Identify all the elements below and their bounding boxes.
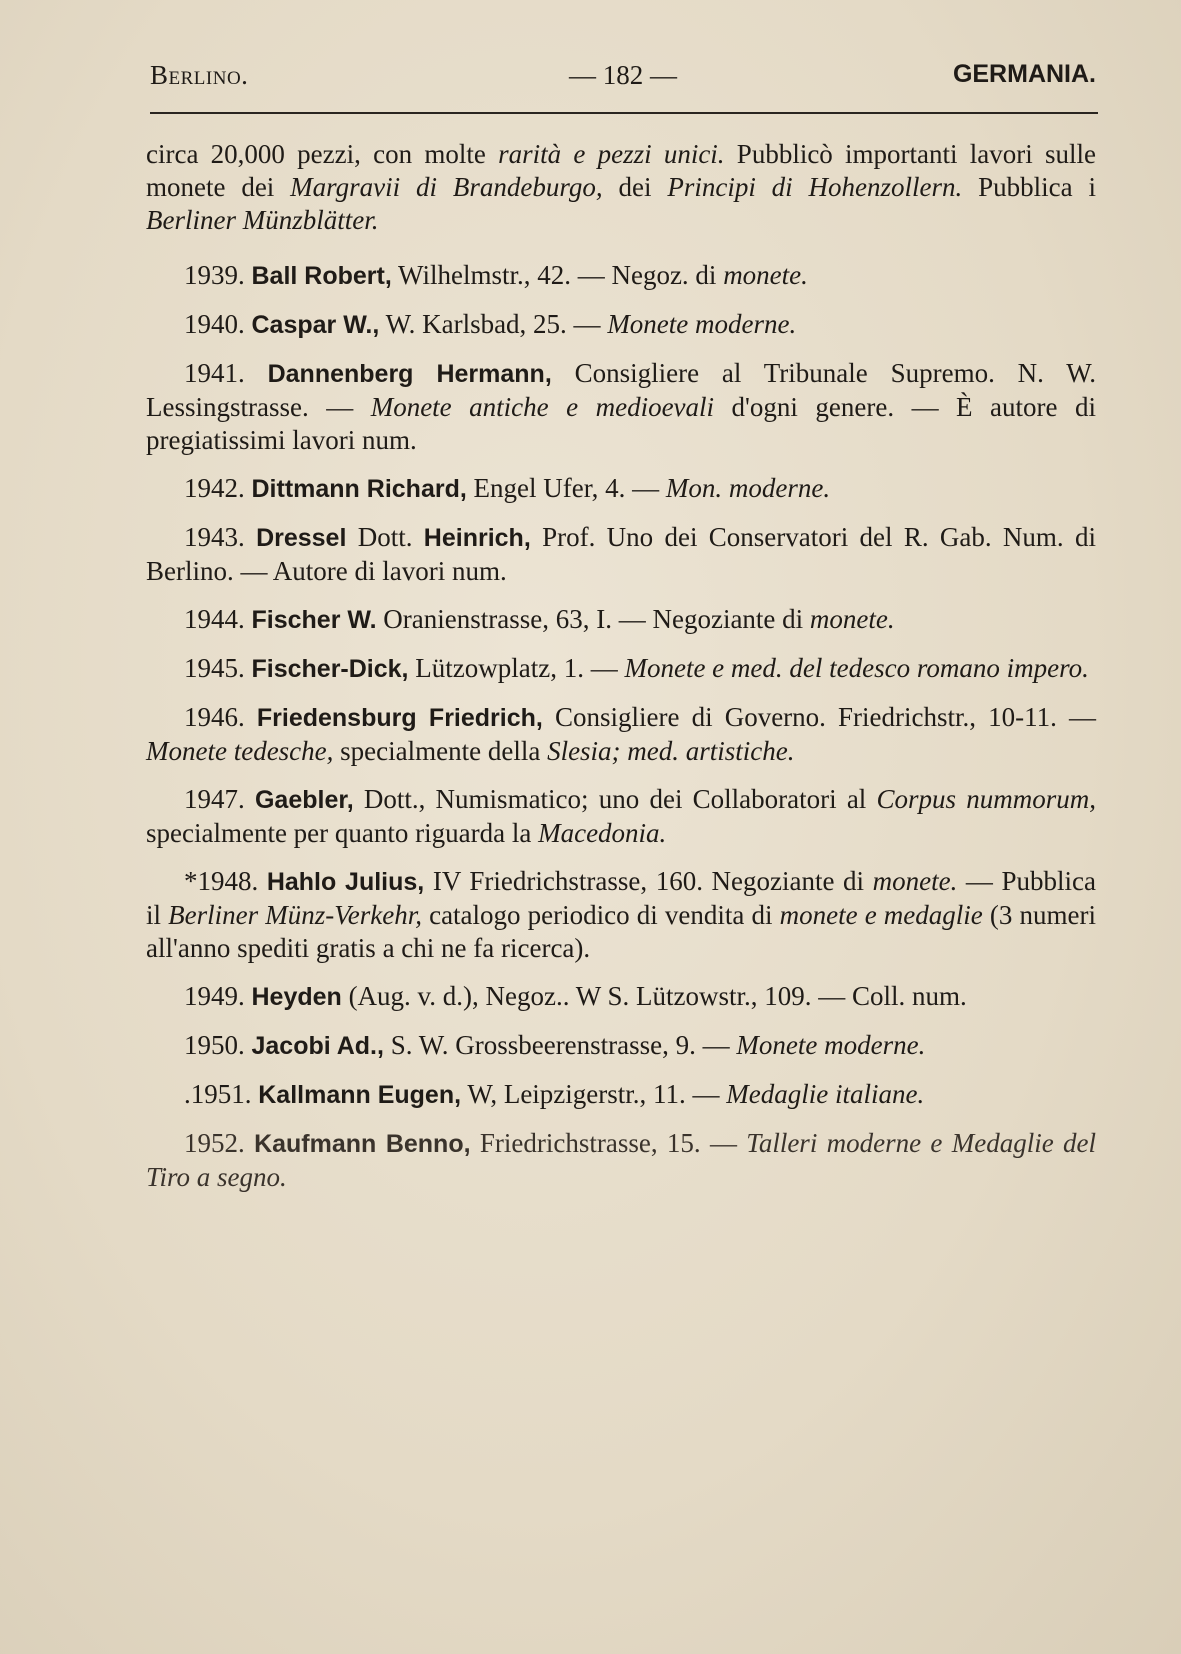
page-number: — 182 — [569,60,677,90]
intro-text: circa 20,000 pezzi, con molte [146,139,499,169]
entry-number: 1944. [184,604,245,634]
entry-number: 1946. [184,702,245,732]
entry-name: Heyden [251,983,342,1011]
entry-name: Dannenberg Hermann, [267,360,552,388]
entry-text: IV Friedrichstrasse, 160. Negoziante di [424,866,873,896]
entry-text: Engel Ufer, 4. — [466,473,666,503]
entry-italic: Berliner Münz-Verkehr, [168,900,422,930]
entry-text: S. W. Grossbeerenstrasse, 9. — [383,1030,737,1060]
page-header [150,58,1096,98]
entry-name: Dittmann Richard, [251,475,467,503]
intro-italic: Principi di Hohenzollern. [667,172,963,202]
entry-number: 1941. [184,358,245,388]
header-rule [150,112,1098,114]
entry-1941 [146,357,1096,457]
entry-name: Dressel [256,524,347,552]
header-city: Berlino. [150,60,249,90]
intro-italic: Margravii di Brandeburgo, [290,172,603,202]
entry-name: Ball Robert, [251,262,392,290]
entry-text: Consigliere di Governo. Friedrichstr., 10-11. — [542,702,1096,732]
entry-text: (3 numeri all'anno spediti gratis a chi ne fa ricerca). [146,900,1096,963]
entry-italic: Monete antiche e medioevali [370,392,715,422]
entry-1945 [146,652,1096,686]
entry-1939 [146,259,1096,293]
entry-italic: monete. [723,260,808,290]
entry-text: Consigliere al Tribunale Supremo. N. W. Lessingstrasse. — [146,358,1097,422]
entry-italic: Macedonia. [538,818,667,848]
entry-text: Wilhelmstr., 42. — Negoz. di [391,260,724,290]
entry-name: Kaufmann Benno, [254,1130,471,1158]
entry-italic: monete e medaglie [779,900,983,930]
entry-italic: Monete tedesche, [146,736,334,766]
intro-text: Pubblica i [962,172,1096,202]
entry-1949 [146,980,1096,1014]
entry-1946 [146,701,1096,768]
entry-number: 1952. [184,1128,245,1158]
entry-text: catalogo periodico di vendita di [421,900,780,930]
entry-text: W, Leipzigerstr., 11. — [461,1079,727,1109]
entry-italic: monete. [872,866,958,896]
entry-name: Friedensburg Friedrich, [256,704,543,732]
entry-text: Dott. [346,522,424,552]
entry-text: Prof. Uno dei Conservatori del R. Gab. Num. di Berlino. — Autore di lavori num. [146,522,1096,586]
entry-number: 1947. [184,784,245,814]
entry-italic: Monete moderne. [736,1030,926,1060]
entry-1950 [146,1029,1096,1063]
entry-name: Fischer W. [251,606,377,634]
entry-italic: monete. [809,604,895,634]
entry-1947 [146,783,1096,850]
intro-text: dei [602,172,668,202]
entry-1952 [146,1127,1096,1194]
entry-name: Hahlo Julius, [266,868,425,896]
entry-number: 1949. [184,981,245,1011]
entry-text: Dott., Numismatico; uno dei Collaboratori al [353,784,877,814]
intro-italic: rarità e pezzi unici. [498,139,725,169]
entry-text: specialmente per quanto riguarda la [146,818,539,848]
entry-number: 1940. [184,309,245,339]
entry-number: 1942. [184,473,245,503]
entry-number: 1945. [184,653,245,683]
entry-text: d'ogni genere. — È autore di pregiatissimi lavori num. [146,392,1096,455]
entry-italic: Slesia; med. artistiche. [547,736,795,766]
entry-text: Friedrichstrasse, 15. — [470,1128,747,1158]
entry-name: Kallmann Eugen, [258,1081,462,1109]
entry-number: *1948. [184,866,259,896]
entry-text: — Pubblica il [146,866,1096,930]
entry-text: Oranienstrasse, 63, I. — Negoziante di [376,604,810,634]
entry-italic: Mon. moderne. [665,473,831,503]
entry-1942 [146,472,1096,506]
entry-italic: Monete e med. del tedesco romano impero. [624,653,1089,683]
entry-name: Caspar W., [251,311,380,339]
entry-text: (Aug. v. d.), Negoz.. W S. Lützowstr., 109. — Coll. num. [341,981,967,1011]
entry-number: 1950. [184,1030,245,1060]
entry-1944 [146,603,1096,637]
entry-name: Fischer-Dick, [251,655,409,683]
page-body [146,138,1096,1209]
entry-text: specialmente della [333,736,548,766]
entry-italic: Monete moderne. [607,309,797,339]
header-country: GERMANIA. [952,60,1096,88]
intro-paragraph [146,138,1096,237]
entry-1943 [146,521,1096,588]
entry-text: Lützowplatz, 1. — [408,653,625,683]
entry-number: .1951. [184,1079,252,1109]
entry-number: 1943. [184,522,245,552]
entry-text: W. Karlsbad, 25. — [379,309,608,339]
entry-1951 [146,1078,1096,1112]
intro-text: Pubblicò importanti lavori sulle monete dei [146,139,1096,202]
entry-1940 [146,308,1096,342]
entry-name: Heinrich, [423,524,531,552]
entry-1948 [146,865,1096,965]
entry-name: Jacobi Ad., [251,1032,384,1060]
entry-number: 1939. [184,260,245,290]
entry-italic: Medaglie italiane. [726,1079,925,1109]
entry-italic: Talleri moderne e Medaglie del Tiro a segno. [146,1128,1096,1192]
entry-name: Gaebler, [254,786,354,814]
entry-italic: Corpus nummorum, [876,784,1097,814]
intro-italic: Berliner Münzblätter. [146,205,379,235]
